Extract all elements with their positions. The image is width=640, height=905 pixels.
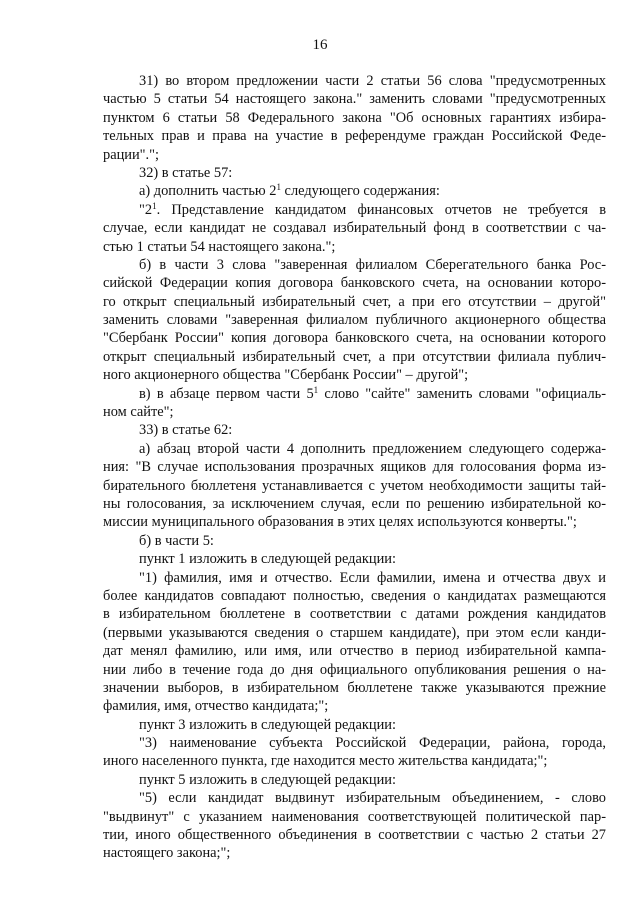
line-text: "1) фамилия, имя и отчество. Если фамилии, имена и отчества двух и — [139, 569, 606, 586]
line-text: пунктом 6 статьи 58 Федерального закона "Об основных гарантиях избира- — [103, 109, 606, 126]
line-text: "5) если кандидат выдвинут избирательным объединением, - слово — [139, 790, 606, 807]
text-line — [103, 734, 606, 752]
line-text: ния: "В случае использования прозрачных ящиков для голосования форма из- — [103, 459, 606, 476]
line-text: рации"."; — [103, 146, 160, 163]
text-line — [103, 311, 606, 329]
line-text: в) в абзаце первом части 5 — [139, 385, 314, 402]
text-line — [103, 293, 606, 311]
line-text: ного акционерного общества "Сбербанк России" – другой"; — [103, 367, 469, 384]
text-line — [103, 219, 606, 237]
text-line — [103, 90, 606, 108]
text-line — [103, 808, 606, 826]
text-line — [103, 164, 606, 182]
text-line — [103, 421, 606, 439]
line-text: пункт 3 изложить в следующей редакции: — [139, 716, 396, 733]
line-text: "2 — [139, 201, 153, 218]
text-line — [103, 771, 606, 789]
text-line — [103, 127, 606, 145]
line-text: нии либо в течение года до дня официального опубликования решения о на- — [103, 661, 606, 678]
line-text: б) в части 5: — [139, 532, 214, 549]
text-line — [103, 348, 606, 366]
text-line — [103, 550, 606, 568]
superscript: 1 — [276, 182, 281, 193]
line-text: стью 1 статьи 54 настоящего закона."; — [103, 238, 336, 255]
text-line — [103, 789, 606, 807]
line-text: 32) в статье 57: — [139, 164, 233, 181]
text-line — [103, 844, 606, 862]
line-text: фамилия, имя, отчество кандидата;"; — [103, 698, 329, 715]
text-line — [103, 201, 606, 219]
text-line — [103, 458, 606, 476]
line-text: миссии муниципального образования в этих целях используются конверты."; — [103, 514, 577, 531]
line-text: в избирательном бюллетене в соответствии с датами рождения кандидатов — [103, 606, 606, 623]
text-line — [103, 477, 606, 495]
text-line — [103, 72, 606, 90]
line-text: а) абзац второй части 4 дополнить предложением следующего содержа- — [139, 440, 606, 457]
line-text: "Сбербанк России" копия договора банковского счета, на основании которого — [103, 330, 606, 347]
text-line — [103, 329, 606, 347]
line-text: дат менял фамилию, или имя, или отчество в период избирательной кампа- — [103, 643, 606, 660]
line-text: открыт специальный избирательный счет, а при отсутствии филиала публич- — [103, 348, 606, 365]
text-line — [103, 716, 606, 734]
line-text: б) в части 3 слова "заверенная филиалом Сберегательного банка Рос- — [139, 256, 606, 273]
line-text: пункт 5 изложить в следующей редакции: — [139, 771, 396, 788]
text-line — [103, 752, 606, 770]
superscript: 1 — [152, 200, 157, 211]
text-line — [103, 440, 606, 458]
line-text: настоящего закона;"; — [103, 845, 231, 862]
line-text: бирательного бюллетеня устанавливается с учетом необходимости защиты тай- — [103, 477, 606, 494]
line-text: случае, если кандидат не создавал избирательный фонд в соответствии с ча- — [103, 220, 606, 237]
line-text: ном сайте"; — [103, 404, 174, 421]
text-line — [103, 385, 606, 403]
line-text: го открыт специальный избирательный счет, а при его отсутствии – другой" — [103, 293, 606, 310]
text-line — [103, 109, 606, 127]
text-line — [103, 366, 606, 384]
text-line — [103, 495, 606, 513]
line-text: а) дополнить частью 2 — [139, 183, 277, 200]
text-line — [103, 256, 606, 274]
text-line — [103, 238, 606, 256]
text-line — [103, 697, 606, 715]
text-line — [103, 569, 606, 587]
text-line — [103, 182, 606, 200]
line-text: заменить словами "заверенная филиалом публичного акционерного общества — [103, 312, 606, 329]
line-text: 31) во втором предложении части 2 статьи 56 слова "предусмотренных — [139, 73, 606, 89]
line-text: сийской Федерации копия договора банковского счета, на основании которо- — [103, 275, 606, 292]
line-text-continued: слово "сайте" заменить словами "официаль- — [318, 385, 606, 402]
text-line — [103, 679, 606, 697]
line-text: тельных прав и права на участие в референдуме граждан Российской Феде- — [103, 128, 606, 145]
text-line — [103, 642, 606, 660]
line-text: пункт 1 изложить в следующей редакции: — [139, 551, 396, 568]
text-line — [103, 274, 606, 292]
line-text: иного населенного пункта, где находится место жительства кандидата;"; — [103, 753, 548, 770]
text-line — [103, 513, 606, 531]
text-line — [103, 661, 606, 679]
line-text: 33) в статье 62: — [139, 422, 233, 439]
text-line — [103, 146, 606, 164]
line-text: "3) наименование субъекта Российской Федерации, района, города, — [139, 735, 606, 752]
page-number: 16 — [312, 37, 328, 53]
line-text: значении выборов, в избирательном бюллетене также указываются прежние — [103, 679, 606, 696]
superscript: 1 — [313, 384, 319, 395]
line-text: (первыми указываются сведения о старшем кандидате), при этом если канди- — [103, 624, 606, 641]
text-line — [103, 826, 606, 844]
text-line — [103, 403, 606, 421]
text-line — [103, 532, 606, 550]
line-text: ны голосования, за исключением случая, если по решению избирательной ко- — [103, 495, 606, 512]
line-text-continued: следующего содержания: — [280, 183, 440, 200]
line-text: частью 5 статьи 54 настоящего закона." заменить словами "предусмотренных — [103, 91, 606, 108]
line-text: тии, иного общественного объединения в соответствии с частью 2 статьи 27 — [103, 827, 606, 844]
text-line — [103, 624, 606, 642]
text-line — [103, 587, 606, 605]
line-text: более кандидатов совпадают полностью, сведения о кандидатах размещаются — [103, 587, 606, 604]
text-line — [103, 605, 606, 623]
document-body — [103, 72, 606, 863]
line-text: "выдвинут" с указанием наименования соответствующей политической пар- — [103, 808, 606, 825]
line-text-continued: . Представление кандидатом финансовых отчетов не требуется в — [156, 201, 606, 218]
